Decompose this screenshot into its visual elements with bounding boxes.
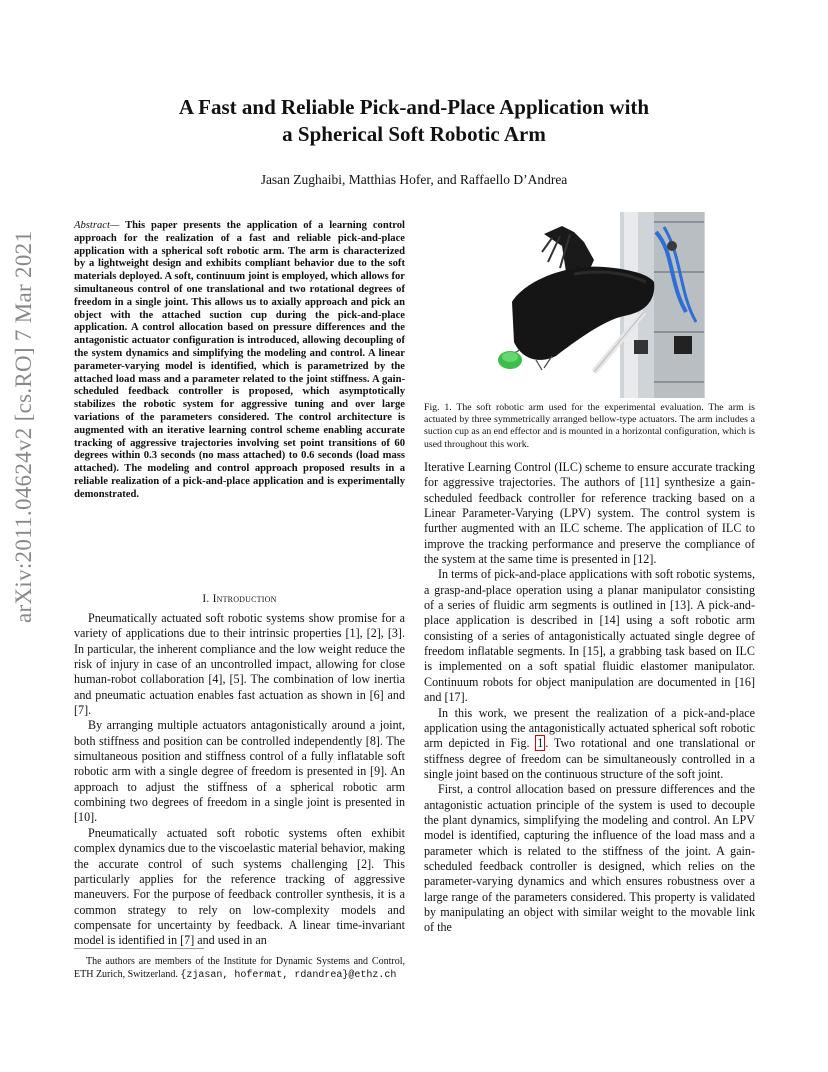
abstract	[74, 220, 405, 502]
body-paragraph: In this work, we present the realization of a pick-and-place application using the antagonistically actuated spherical soft robotic arm depicted in Fig. 1 . Two rotational and one translational or stiffness degree of freedom can be simultaneously controlled in a single joint based on the continuous structure of the soft joint.	[424, 705, 755, 781]
introduction-left	[74, 583, 405, 949]
arxiv-identifier: arXiv:2011.04624v2 [cs.RO] 7 Mar 2021	[11, 230, 36, 623]
affiliation-footnote: The authors are members of the Institute for Dynamic Systems and Control, ETH Zurich, Switzerland. {zjasan, hofermat, rdandrea}@ethz.ch	[74, 956, 405, 981]
figure-reference-link[interactable]: 1	[537, 736, 544, 751]
abstract-block	[74, 220, 405, 502]
title-line-1: A Fast and Reliable Pick-and-Place Application with	[178, 95, 650, 119]
section-heading: I. Introduction	[202, 593, 277, 605]
title-line-2: a Spherical Soft Robotic Arm	[282, 122, 546, 146]
section-title: Introduction	[212, 593, 277, 605]
body-paragraph: First, a control allocation based on pressure differences and the antagonistic actuation principle of the system is used to decouple the plant dynamics, simplifying the modeling and control. An LPV model is identified, capturing the influence of the load mass and a parameter which is related to the stiffness of the joint. A gain-scheduled feedback controller is designed, which relies on the parameter-varying dynamics and which ensures robustness over a large range of the parameters considered. This property is validated by manipulating an object with similar weight to the movable link of the	[424, 782, 755, 935]
paper-title	[130, 94, 698, 148]
body-paragraph: Iterative Learning Control (ILC) scheme to ensure accurate tracking for aggressive trajectories. The authors of [11] synthesize a gain-scheduled feedback controller for reference tracking based on a Linear Parameter-Varying (LPV) system. The control system is further augmented with an ILC scheme. The application of ILC to improve the tracking performance and preserve the compliance of the system at the same time is presented in [12].	[424, 460, 755, 567]
robot-arm-illustration	[424, 212, 755, 398]
figure-caption: Fig. 1. The soft robotic arm used for the experimental evaluation. The arm is actuated by three symmetrically arranged bellow-type actuators. The arm includes a suction cup as an end effector and is mounted in a horizontal configuration, which is used throughout this work.	[424, 402, 755, 450]
abstract-text: This paper presents the application of a learning control approach for the realization of a fast and reliable pick-and-place application with a spherical soft robotic arm. The arm is characterized by a lightweight design and exhibits compliant behavior due to the soft materials deployed. A soft, continuum joint is employed, which allows for simultaneous control of one translational and two rotational degrees of freedom in a single joint. This allows us to axially approach and pick an object with the attached suction cup during the pick-and-place application. A control allocation based on pressure differences and the antagonistic actuator configuration is introduced, allowing decoupling of the system dynamics and simplifying the modeling and control. A linear parameter-varying model is identified, which is parametrized by the attached load mass and a parameter related to the joint stiffness. A gain-scheduled feedback controller is proposed, which asymptotically stabilizes the robotic system for aggressive tuning and over large variations of the parameters considered. The control architecture is augmented with an iterative learning control scheme enabling accurate tracking of aggressive trajectories involving set point transitions of 60 degrees within 0.3 seconds (no mass attached) to 0.6 seconds (load mass attached). The modeling and control approach proposed results in a reliable realization of a pick-and-place application and is experimentally demonstrated.	[74, 220, 405, 500]
author-list: Jasan Zughaibi, Matthias Hofer, and Raffaello D’Andrea	[260, 172, 568, 187]
body-paragraph: Pneumatically actuated soft robotic systems often exhibit complex dynamics due to the viscoelastic material behavior, making the accurate control of such systems challenging [2]. This particularly applies for the reference tracking of aggressive maneuvers. For the purpose of feedback controller synthesis, it is a common strategy to rely on low-complexity models and compensate for uncertainty by feedback. A linear time-invariant model is identified in [7] and used in an	[74, 825, 405, 948]
introduction-right	[424, 460, 755, 936]
abstract-lead: Abstract—	[74, 220, 120, 231]
figure-robot-arm-photo	[424, 212, 755, 398]
body-paragraph: In terms of pick-and-place applications with soft robotic systems, a grasp-and-place operation using a planar manipulator consisting of a series of fluidic arm segments is outlined in [13]. A pick-and-place application is described in [14] using a soft robotic arm consisting of a series of antagonistically actuated single degree of freedom inflatable segments. In [15], a grabbing task based on ILC is implemented on a soft spatial fluidic elastomer manipulator. Continuum robots for object manipulation are documented in [16] and [17].	[424, 567, 755, 705]
body-paragraph: By arranging multiple actuators antagonistically around a joint, both stiffness and position can be controlled independently [8]. The simultaneous position and stiffness control of a fully inflatable soft robotic arm with a single degree of freedom is presented in [9]. An approach to adjust the stiffness of a spherical robotic arm combining two degrees of freedom in a single joint is presented in [10].	[74, 718, 405, 825]
body-paragraph: Pneumatically actuated soft robotic systems show promise for a variety of applications due to their intrinsic properties [1], [2], [3]. In particular, the inherent compliance and the low weight reduce the risk of injury in case of an uncontrolled impact, allowing for close human-robot collaboration [4], [5]. The combination of low inertia and pneumatic actuation enables fast actuation as shown in [6] and [7].	[74, 611, 405, 718]
author-emails: {zjasan, hofermat, rdandrea}@ethz.ch	[180, 969, 397, 981]
footnote-divider	[74, 948, 204, 949]
